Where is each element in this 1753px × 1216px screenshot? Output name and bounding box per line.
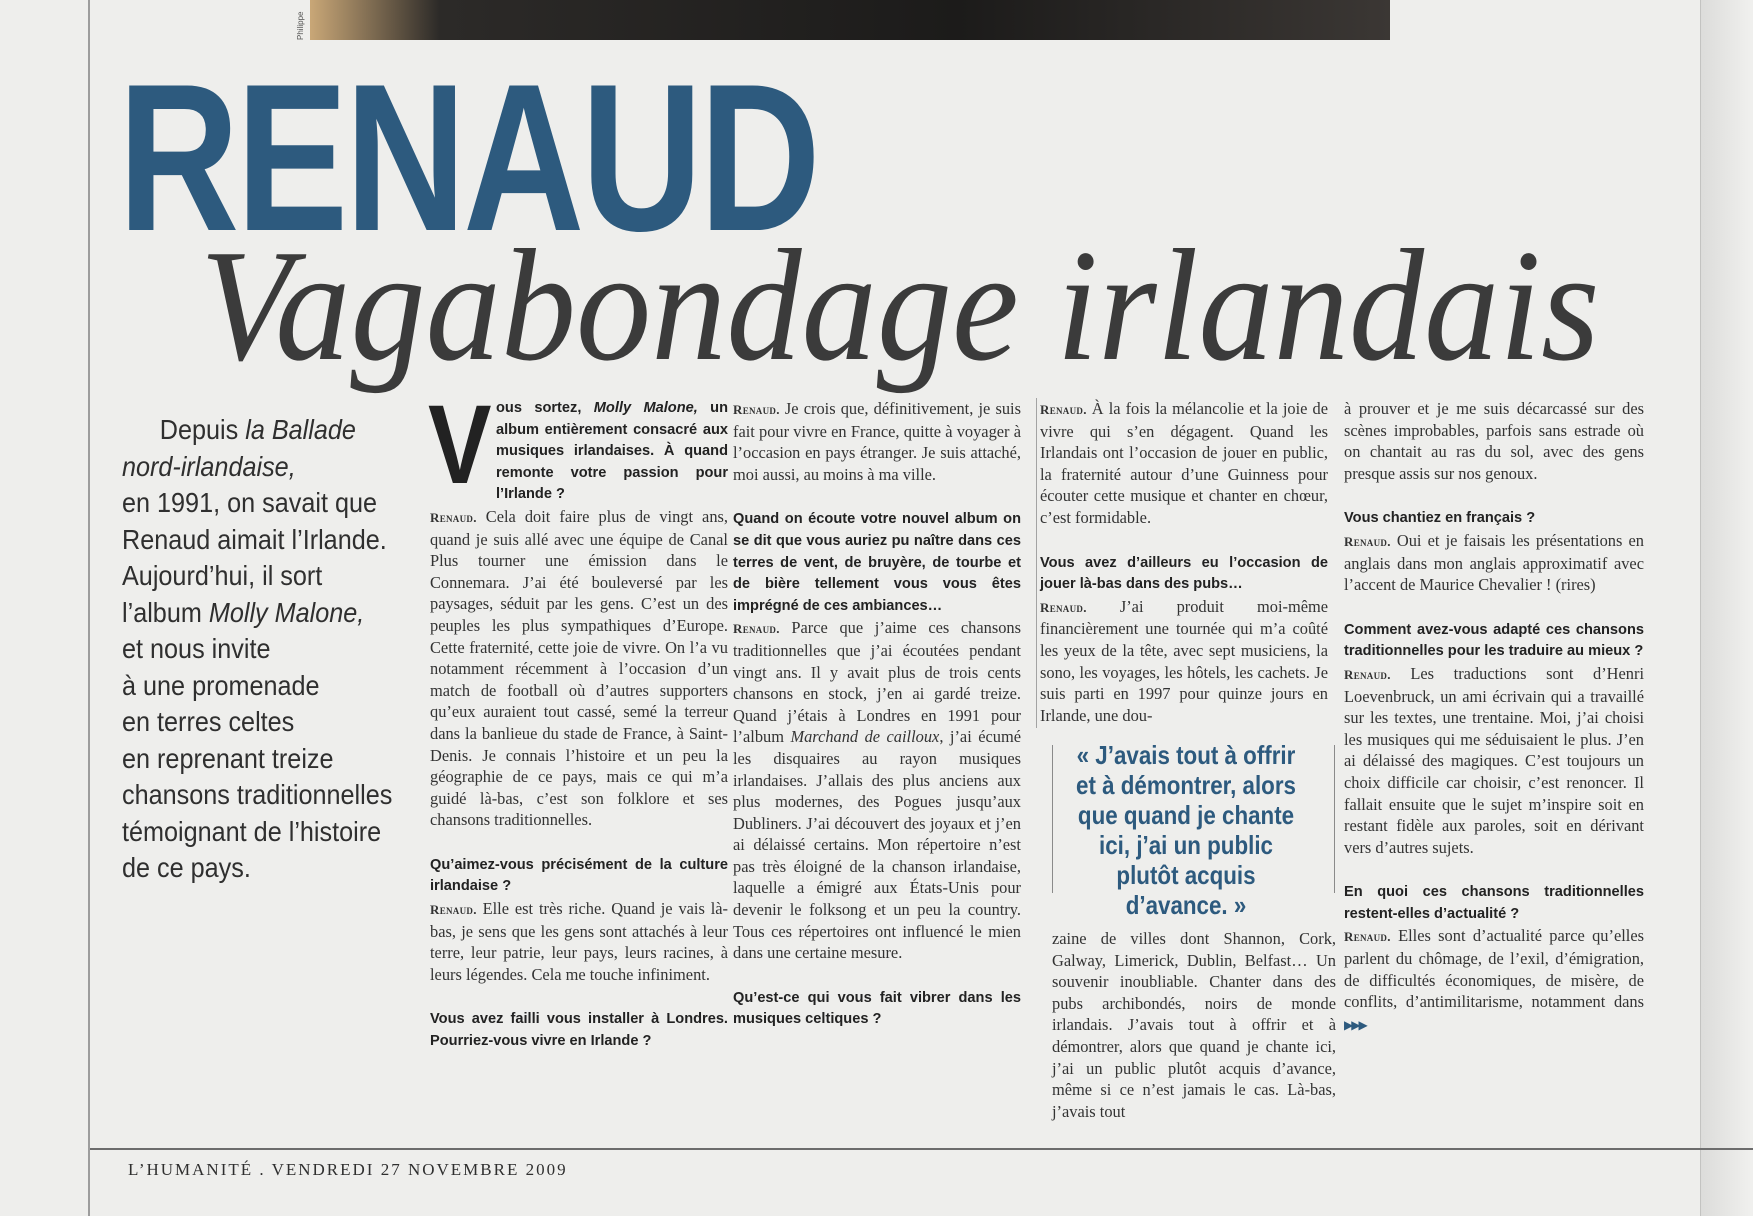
question: Qu’aimez-vous précisément de la culture irlandaise ? <box>430 856 728 895</box>
photo-credit: Philippe <box>296 11 305 40</box>
speaker-tag: Renaud. <box>733 402 780 417</box>
speaker-tag: Renaud. <box>430 509 477 525</box>
question: Vous avez failli vous installer à Londres. Pourriez-vous vivre en Irlande ? <box>430 1011 728 1050</box>
chapeau-line: nord-irlandaise, <box>122 450 296 482</box>
article-column-4 <box>1344 398 1644 1036</box>
chapeau-line: et nous invite <box>122 633 271 664</box>
speaker-tag: Renaud. <box>1040 599 1087 615</box>
article-column-2 <box>733 398 1021 1031</box>
chapeau-line: en reprenant treize <box>122 742 334 774</box>
speaker-tag: Renaud. <box>733 621 780 637</box>
chapeau-line: Renaud aimait l’Irlande. <box>122 523 387 555</box>
chapeau-line: témoignant de l’histoire <box>122 815 382 847</box>
pull-quote-rule-right <box>1334 745 1335 893</box>
page-edge-left <box>88 0 90 1216</box>
chapeau-line: à une promenade <box>122 669 320 701</box>
question: Quand on écoute votre nouvel album on se dit que vous auriez pu naître dans ces terres de vent, de bruyère, de tourbe et de bière tellement vous vous êtes imprégné de ces ambiances… <box>733 511 1021 614</box>
question: Comment avez-vous adapté ces chansons traditionnelles pour les traduire au mieux ? <box>1344 621 1644 660</box>
speaker-tag: Renaud. <box>1344 533 1391 549</box>
page-edge-bottom <box>90 1148 1753 1150</box>
question: ous sortez, Molly Malone, un album entièrement consacré aux musiques irlandaises. À quand remonte votre passion pour l’Irlande ? <box>496 400 728 503</box>
drop-cap: V <box>428 382 492 507</box>
pull-quote-rule-left <box>1052 745 1053 893</box>
answer: Renaud. Oui et je faisais les présentations en anglais dans mon anglais approximatif avec l’accent de Maurice Chevalier ! (rires) <box>1344 530 1644 595</box>
answer: Renaud. J’ai produit moi-même financièrement une tournée qui m’a coûté les yeux de la tête, avec sept musiciens, la sono, les voyages, les hôtels, les cachets. Je suis parti en 1997 pour quinze jours en Irlande, une dou- <box>1040 596 1328 725</box>
question: Vous chantiez en français ? <box>1344 510 1536 527</box>
speaker-tag: Renaud. <box>1344 666 1391 682</box>
continue-arrow-icon: ▶▶▶ <box>1344 1017 1366 1032</box>
chapeau-line: chansons traditionnelles <box>122 779 393 810</box>
answer: Renaud. Les traductions sont d’Henri Loevenbruck, un ami écrivain qui a travaillé sur les textes, une trentaine. Moi, j’ai choisi les musiques qui me séduisaient le plus. J’en ai délaissé des magiques. C’est toujours un choix difficile car choisir, c’est renoncer. Il fallait ensuite que le sujet m’inspire soit en restant fidèle aux paroles, soit en dérivant vers d’autres sujets. <box>1344 663 1644 857</box>
chapeau <box>122 412 392 887</box>
answer: Renaud. Elle est très riche. Quand je vais là-bas, je sens que les gens sont attachés à leur terre, leur patrie, leur pays, leurs racines, à leurs légendes. Cela me touche infiniment. <box>430 899 728 984</box>
chapeau-line: de ce pays. <box>122 852 251 883</box>
chapeau-line: en 1991, on savait que <box>122 487 378 518</box>
page-edge-right <box>1700 0 1753 1216</box>
page-footer: L’HUMANITÉ . VENDREDI 27 NOVEMBRE 2009 <box>128 1160 568 1179</box>
article-column-3 <box>1040 398 1328 726</box>
answer-continued: zaine de villes dont Shannon, Cork, Galway, Limerick, Dublin, Belfast… Un souvenir inoubliable. Chanter dans des pubs archibondés, noirs de monde irlandais. J’avais tout à offrir et à démontrer, alors que quand je chante ici, j’ai un public plutôt acquis d’avance, même si ce n’est jamais le cas. Là-bas, j’avais tout <box>1052 929 1336 1121</box>
question: En quoi ces chansons traditionnelles restent-elles d’actualité ? <box>1344 884 1644 922</box>
speaker-tag: Renaud. <box>1040 402 1087 417</box>
article-column-1 <box>428 382 728 1053</box>
answer: Renaud. Cela doit faire plus de vingt ans, quand je suis allé avec une équipe de Canal Plus tourner une émission dans le Connemara. J’ai été bouleversé par les paysages, séduit par les gens. C’est un des peuples les plus sympathiques d’Europe. Cette fraternité, cette joie de vivre. On l’a vu notamment récemment à l’occasion d’un match de football où d’autres supporters qu’eux auraient tout cassé, semé la terreur dans la banlieue du stade de France, à Saint-Denis. Je connais l’histoire et un peu la géographie de ce pays, mais ce qui m’a guidé là-bas, c’est son folklore et ses chansons traditionnelles. <box>430 506 728 830</box>
answer: Renaud. Elles sont d’actualité parce qu’elles parlent du chômage, de l’exil, d’émigration, de difficultés économiques, de misère, de conflits, d’antimilitarisme, notamment dans ▶▶▶ <box>1344 926 1644 1032</box>
answer: Renaud. À la fois la mélancolie et la joie de vivre qui s’en dégagent. Quand les Irlandais ont l’occasion de jouer en public, la fraternité autour d’une Guinness pour écouter cette musique et chanter en chœur, c’est formidable. <box>1040 399 1328 527</box>
chapeau-line: en terres celtes <box>122 706 295 737</box>
answer: Renaud. Je crois que, définitivement, je suis fait pour vivre en France, quitte à voyager à l’occasion en pays étranger. Je suis attaché, moi aussi, au moins à ma ville. <box>733 399 1021 484</box>
question: Vous avez d’ailleurs eu l’occasion de jouer là-bas dans des pubs… <box>1040 554 1328 593</box>
answer: Renaud. Parce que j’aime ces chansons traditionnelles que j’ai écoutées pendant vingt ans. Il y avait plus de trois cents chansons en stock, j’en ai gardé treize. Quand j’étais à Londres en 1991 pour l’album Marchand de cailloux, j’ai écumé les disquaires au rayon musiques irlandaises. J’allais des plus anciens aux plus modernes, des Pogues jusqu’aux Dubliners. J’ai découvert des joyaux et j’en ai délaissé certains. Mon répertoire n’est pas très éloigné de la chanson irlandaise, laquelle a émigré aux États-Unis pour devenir le folksong et un peu la country. Tous ces répertoires ont influencé le mien dans une certaine mesure. <box>733 618 1021 963</box>
chapeau-line: Aujourd’hui, il sort <box>122 560 323 591</box>
question: Qu’est-ce qui vous fait vibrer dans les musiques celtiques ? <box>733 989 1021 1028</box>
headline-subtitle: Vagabondage irlandais <box>200 216 1600 394</box>
column-rule <box>1036 398 1037 728</box>
headline-name: RENAUD <box>118 40 818 275</box>
answer-continued: à prouver et je me suis décarcassé sur des scènes improbables, parfois sans estrade où on chantait au ras du sol, avec des gens presque assis sur nos genoux. <box>1344 399 1644 483</box>
pull-quote: « J’avais tout à offrir et à démontrer, alors que quand je chante ici, j’ai un public plutôt acquis d’avance. » <box>1076 740 1296 920</box>
top-photo <box>310 0 1390 40</box>
speaker-tag: Renaud. <box>1344 929 1391 945</box>
speaker-tag: Renaud. <box>430 902 477 918</box>
chapeau-line: Depuis la Ballade <box>159 414 356 445</box>
chapeau-line: l’album Molly Malone, <box>122 596 365 628</box>
